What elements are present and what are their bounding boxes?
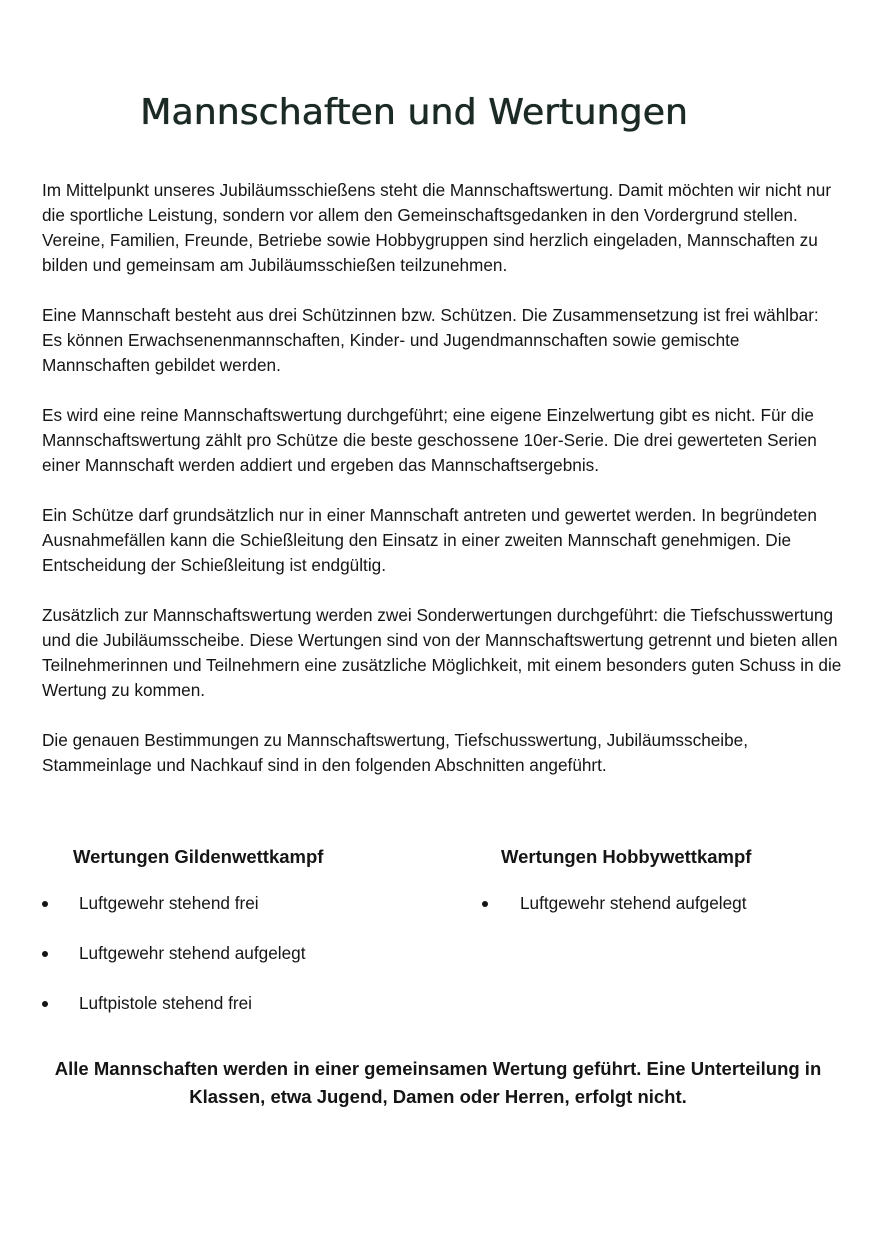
- hobbywettkampf-list: [482, 891, 852, 916]
- bullet-icon: [42, 901, 48, 907]
- bullet-icon: [482, 901, 488, 907]
- gildenwettkampf-list: [42, 891, 442, 1016]
- list-item: [42, 941, 442, 966]
- hobbywettkampf-heading: Wertungen Hobbywettkampf: [501, 846, 752, 867]
- body-text: [42, 178, 842, 803]
- gildenwettkampf-column: [42, 844, 442, 1041]
- list-item: [42, 891, 442, 916]
- page-title: Mannschaften und Wertungen: [140, 92, 688, 133]
- paragraph-further-rules: Die genauen Bestimmungen zu Mannschaftswertung, Tiefschusswertung, Jubiläumsscheibe, Stammeinlage und Nachkauf sind in den folgenden Abschnitten angeführt.: [42, 730, 749, 775]
- list-item-label: Luftgewehr stehend aufgelegt: [79, 943, 306, 963]
- list-item-label: Luftgewehr stehend aufgelegt: [520, 893, 747, 913]
- footer-note: Alle Mannschaften werden in einer gemeinsamen Wertung geführt. Eine Unterteilung in Klassen, etwa Jugend, Damen oder Herren, erfolgt nicht.: [54, 1058, 822, 1107]
- gildenwettkampf-heading: Wertungen Gildenwettkampf: [73, 846, 324, 867]
- paragraph-intro: Im Mittelpunkt unseres Jubiläumsschießens steht die Mannschaftswertung. Damit möchten wir nicht nur die sportliche Leistung, sondern vor allem den Gemeinschaftsgedanken in den Vordergrund stellen. Vereine, Familien, Freunde, Betriebe sowie Hobbygruppen sind herzlich eingeladen, Mannschaften zu bilden und gemeinsam am Jubiläumsschießen teilzunehmen.: [42, 180, 832, 275]
- list-item-label: Luftgewehr stehend frei: [79, 893, 259, 913]
- list-item: [42, 991, 442, 1016]
- list-item: [482, 891, 852, 916]
- paragraph-special-rankings: Zusätzlich zur Mannschaftswertung werden zwei Sonderwertungen durchgeführt: die Tiefschusswertung und die Jubiläumsscheibe. Diese Wertungen sind von der Mannschaftswertung getrennt und bieten allen Teilnehmerinnen und Teilnehmern eine zusätzliche Möglichkeit, mit einem besonders guten Schuss in die Wertung zu kommen.: [42, 605, 842, 700]
- hobbywettkampf-column: [482, 844, 852, 941]
- bullet-icon: [42, 951, 48, 957]
- paragraph-team-composition: Eine Mannschaft besteht aus drei Schützinnen bzw. Schützen. Die Zusammensetzung ist frei wählbar: Es können Erwachsenenmannschaften, Kinder- und Jugendmannschaften sowie gemischte Mannschaften gebildet werden.: [42, 305, 819, 375]
- paragraph-single-team-rule: Ein Schütze darf grundsätzlich nur in einer Mannschaft antreten und gewertet werden. In begründeten Ausnahmefällen kann die Schießleitung den Einsatz in einer zweiten Mannschaft genehmigen. Die Entscheidung der Schießleitung ist endgültig.: [42, 505, 817, 575]
- paragraph-team-scoring: Es wird eine reine Mannschaftswertung durchgeführt; eine eigene Einzelwertung gibt es nicht. Für die Mannschaftswertung zählt pro Schütze die beste geschossene 10er-Serie. Die drei gewerteten Serien einer Mannschaft werden addiert und ergeben das Mannschaftsergebnis.: [42, 405, 817, 475]
- bullet-icon: [42, 1001, 48, 1007]
- list-item-label: Luftpistole stehend frei: [79, 993, 252, 1013]
